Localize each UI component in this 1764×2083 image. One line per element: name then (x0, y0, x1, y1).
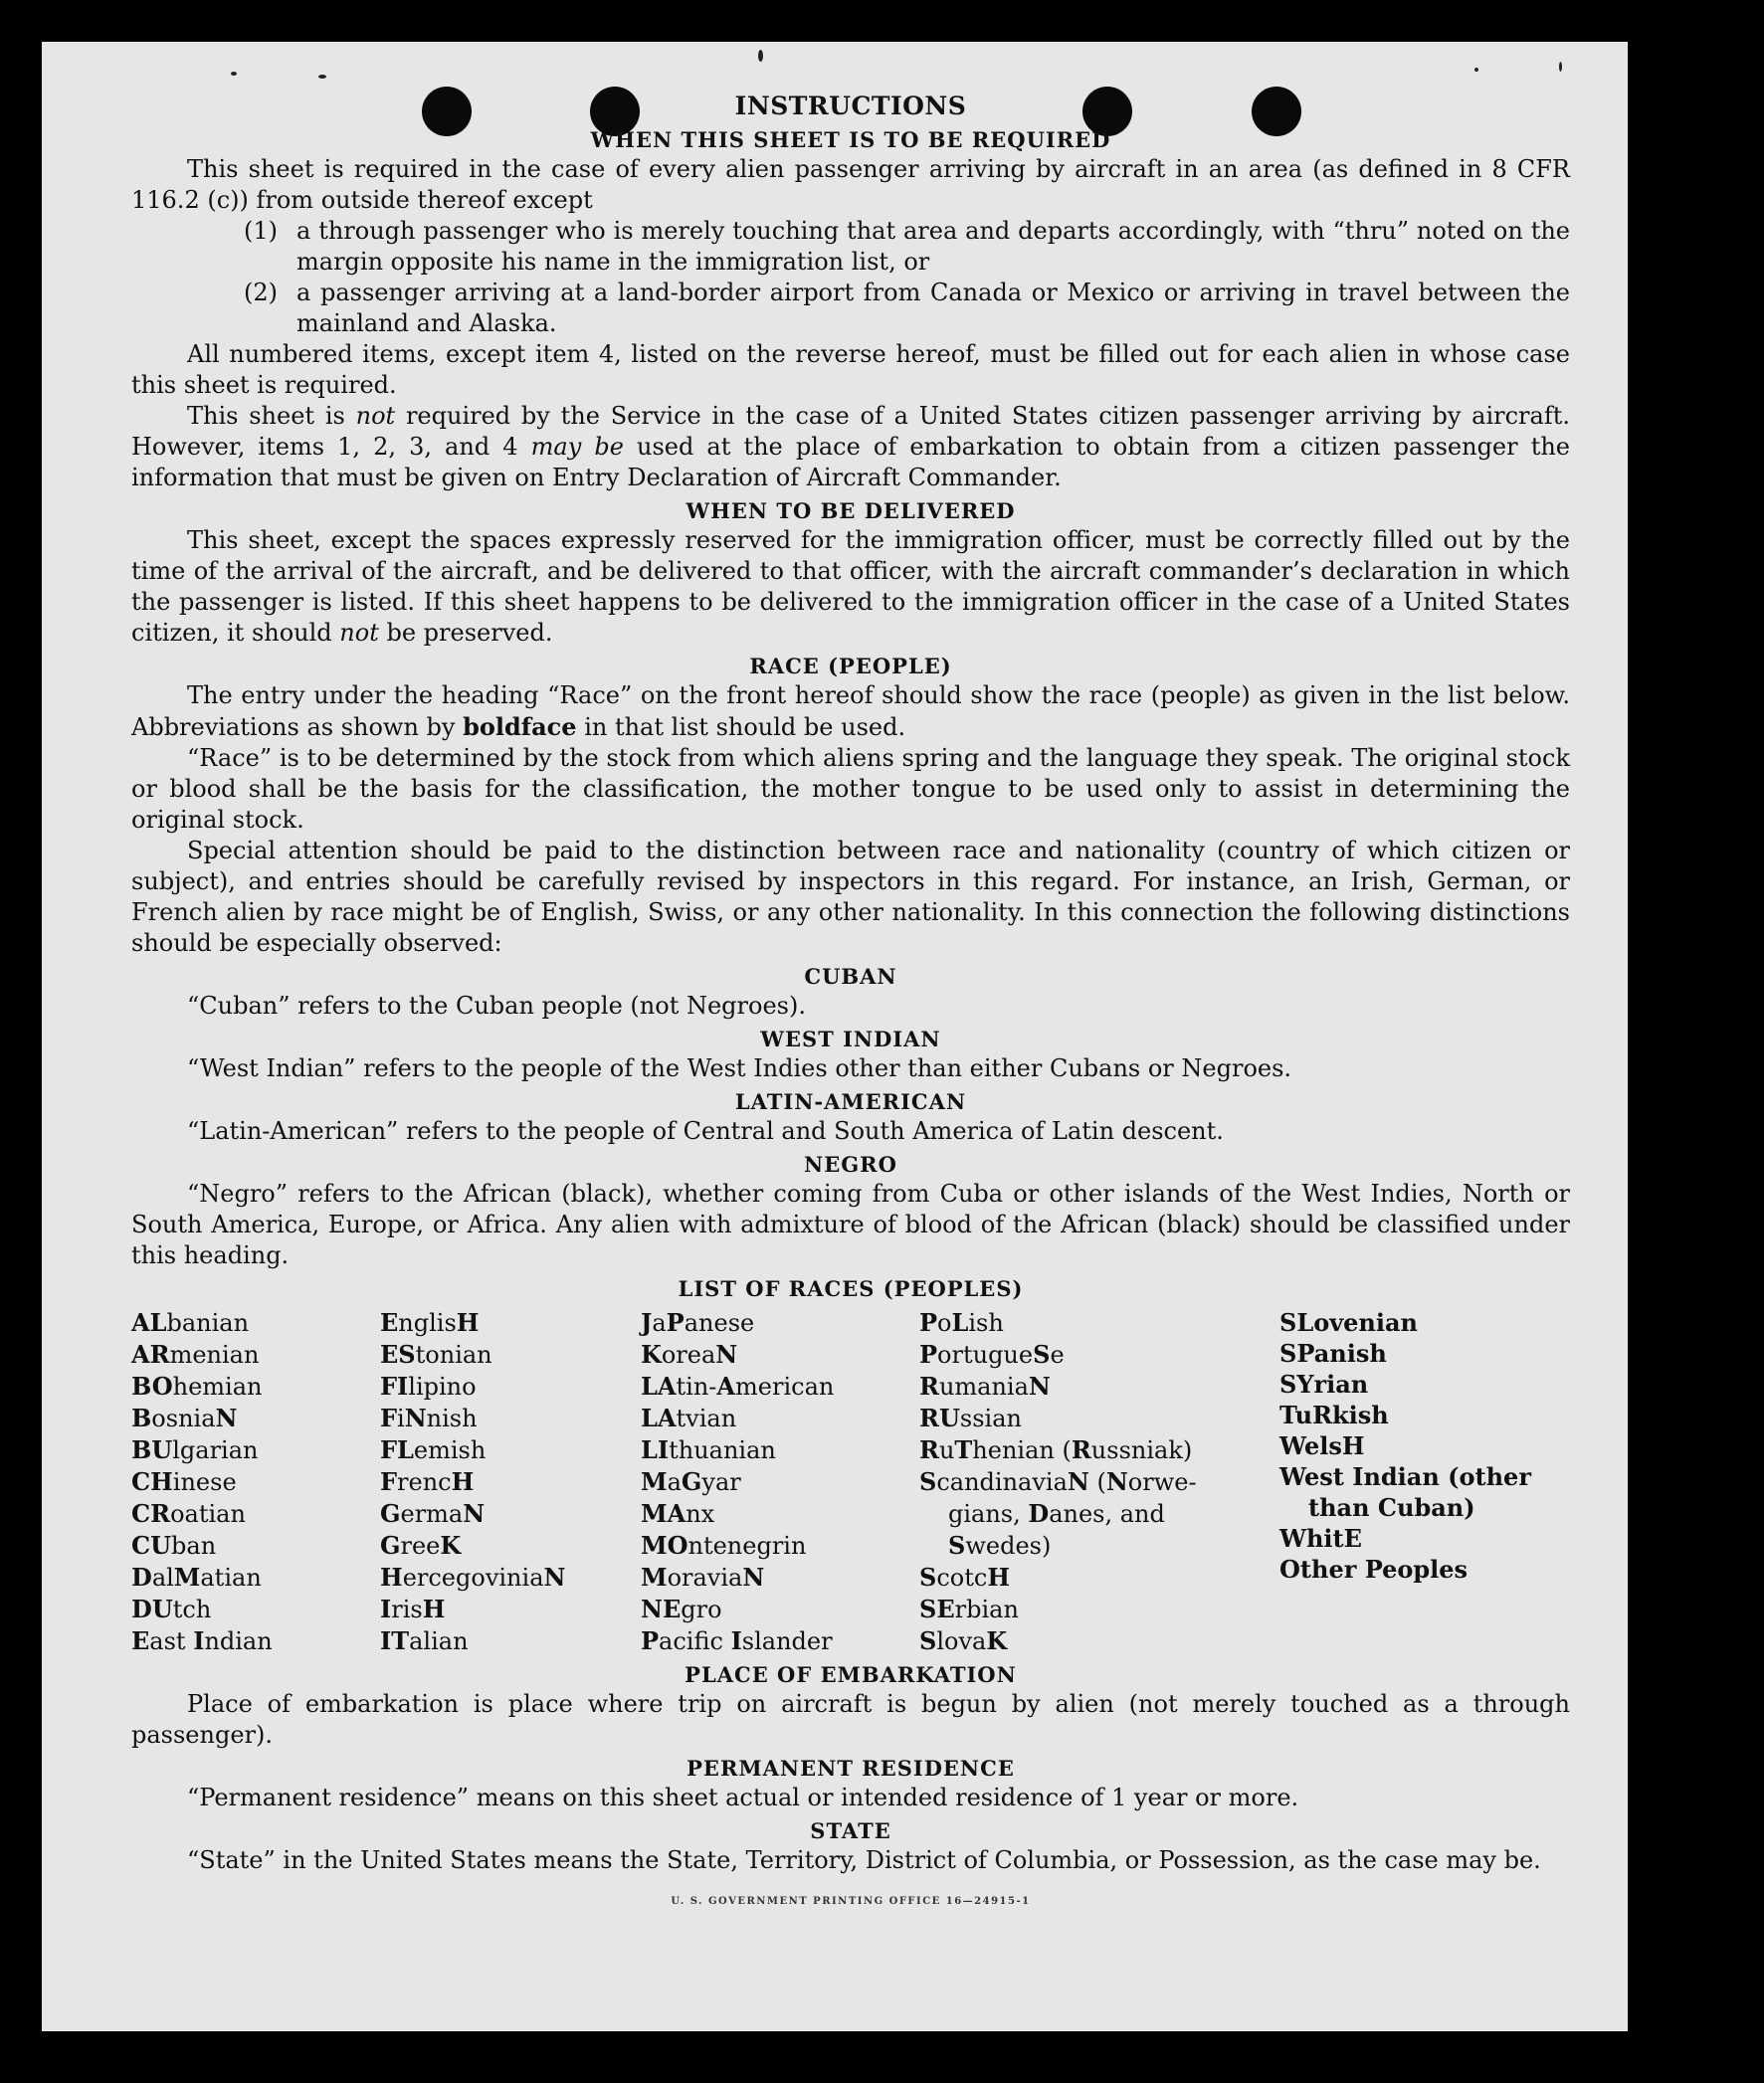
heading-negro: NEGRO (804, 1152, 897, 1177)
race-item: MaGyar (641, 1467, 741, 1496)
race-item: WelsH (1279, 1431, 1365, 1460)
race-item: West Indian (other (1279, 1462, 1531, 1491)
race-column-1 (131, 1307, 380, 1657)
race-item: ALbanian (131, 1308, 250, 1337)
paragraph-citizen: This sheet is not required by the Service in the case of a United States citizen passenger arriving by aircraft. However, items 1, 2, 3, and 4 may be used at the place of embarkation to obtain from a citizen passenger the information that must be given on Entry Declaration of Aircraft Commander. (131, 402, 1570, 491)
race-item-continuation: Swedes) (948, 1531, 1052, 1560)
paragraph-required-intro: This sheet is required in the case of every alien passenger arriving by aircraft in an area (as defined in 8 CFR 116.2 (c)) from outside thereof except (131, 155, 1570, 214)
heading-when-required: WHEN THIS SHEET IS TO BE REQUIRED (590, 127, 1111, 152)
race-item: WhitE (1279, 1524, 1362, 1553)
heading-when-delivered: WHEN TO BE DELIVERED (686, 498, 1016, 523)
ink-speck (318, 75, 326, 79)
race-item: GreeK (380, 1531, 462, 1560)
race-item: NEgro (641, 1595, 722, 1623)
race-item: DUtch (131, 1595, 212, 1623)
race-item: ScandinaviaN (Norwe- (919, 1467, 1197, 1496)
race-item: MOntenegrin (641, 1531, 807, 1560)
race-item: PoLish (919, 1308, 1004, 1337)
numbered-item (131, 278, 1570, 339)
race-column-4 (919, 1307, 1279, 1657)
heading-race: RACE (PEOPLE) (749, 654, 952, 678)
heading-place-of-embarkation: PLACE OF EMBARKATION (685, 1662, 1017, 1687)
ink-speck (231, 72, 237, 76)
race-item: Other Peoples (1279, 1555, 1469, 1584)
race-item: KoreaN (641, 1340, 738, 1369)
ink-speck (1474, 68, 1478, 72)
race-item: TuRkish (1279, 1401, 1389, 1429)
item-text: a passenger arriving at a land-border airport from Canada or Mexico or arriving in travel between the mainland and Alaska. (296, 279, 1570, 337)
paragraph-race-nationality: Special attention should be paid to the distinction between race and nationality (country of which citizen or subject), and entries should be carefully revised by inspectors in this regard. For instance, an Irish, German, or French alien by race might be of English, Swiss, or any other nationality. In this connection the following distinctions should be especially observed: (131, 837, 1570, 957)
heading-state: STATE (810, 1818, 891, 1843)
page-title: INSTRUCTIONS (734, 92, 967, 120)
race-item: FIlipino (380, 1372, 477, 1401)
numbered-item (131, 216, 1570, 278)
heading-list-of-races: LIST OF RACES (PEOPLES) (678, 1276, 1024, 1301)
race-item: CHinese (131, 1467, 237, 1496)
paragraph-numbered-items: All numbered items, except item 4, listed on the reverse hereof, must be filled out for each alien in whose case this sheet is required. (131, 340, 1570, 399)
race-item: SYrian (1279, 1370, 1369, 1399)
race-item: SErbian (919, 1595, 1019, 1623)
race-item: ITalian (380, 1626, 469, 1655)
race-item-continuation: gians, Danes, and (948, 1499, 1165, 1528)
race-item: SPanish (1279, 1339, 1387, 1368)
race-item: RUssian (919, 1404, 1022, 1432)
ink-speck (1559, 62, 1562, 72)
race-item: LIthuanian (641, 1435, 776, 1464)
race-item: SLovenian (1279, 1308, 1418, 1337)
paragraph-latin-american: “Latin-American” refers to the people of Central and South America of Latin descent. (187, 1117, 1224, 1145)
race-item: DalMatian (131, 1563, 262, 1592)
race-item: ARmenian (131, 1340, 260, 1369)
heading-latin-american: LATIN-AMERICAN (734, 1089, 967, 1114)
heading-west-indian: WEST INDIAN (760, 1027, 941, 1051)
paragraph-negro: “Negro” refers to the African (black), whether coming from Cuba or other islands of the West Indies, North or South America, Europe, or Africa. Any alien with admixture of blood of the African (black) should be classified under this heading. (131, 1180, 1570, 1269)
race-item-continuation: than Cuban) (1308, 1493, 1475, 1522)
paragraph-state: “State” in the United States means the State, Territory, District of Columbia, or Possession, as the case may be. (187, 1846, 1541, 1874)
race-column-3 (641, 1307, 919, 1657)
race-item: LAtin-American (641, 1372, 835, 1401)
race-item: MoraviaN (641, 1563, 765, 1592)
race-item: FLemish (380, 1435, 487, 1464)
race-item: FrencH (380, 1467, 475, 1496)
race-item: IrisH (380, 1595, 446, 1623)
ink-speck (758, 50, 763, 62)
paragraph-delivered: This sheet, except the spaces expressly reserved for the immigration officer, must be correctly filled out by the time of the arrival of the aircraft, and be delivered to that officer, with the aircraft commander’s declaration in which the passenger is listed. If this sheet happens to be delivered to the immigration officer in the case of a United States citizen, it should not be preserved. (131, 526, 1570, 647)
race-item: MAnx (641, 1499, 715, 1528)
race-item: PortugueSe (919, 1340, 1065, 1369)
paragraph-embarkation: Place of embarkation is place where trip on aircraft is begun by alien (not merely touched as a through passenger). (131, 1690, 1570, 1749)
race-item: BUlgarian (131, 1435, 259, 1464)
race-list (131, 1307, 1570, 1657)
heading-permanent-residence: PERMANENT RESIDENCE (686, 1756, 1015, 1781)
paragraph-race-stock: “Race” is to be determined by the stock from which aliens spring and the language they speak. The original stock or blood shall be the basis for the classification, the mother tongue to be used only to assist in determining the original stock. (131, 744, 1570, 834)
race-item: EnglisH (380, 1308, 480, 1337)
heading-cuban: CUBAN (804, 964, 897, 989)
race-item: RumaniaN (919, 1372, 1051, 1401)
race-item: LAtvian (641, 1404, 737, 1432)
paragraph-cuban: “Cuban” refers to the Cuban people (not Negroes). (187, 992, 806, 1020)
document-sheet (42, 42, 1628, 2031)
item-text: a through passenger who is merely touching that area and departs accordingly, with “thru” noted on the margin opposite his name in the immigration list, or (296, 217, 1570, 276)
race-column-5 (1279, 1307, 1558, 1657)
paragraph-west-indian: “West Indian” refers to the people of the West Indies other than either Cubans or Negroes. (187, 1054, 1292, 1082)
race-item: BOhemian (131, 1372, 263, 1401)
race-item: East Indian (131, 1626, 273, 1655)
race-item: Pacific Islander (641, 1626, 833, 1655)
printer-imprint: U. S. GOVERNMENT PRINTING OFFICE 16—24915-1 (671, 1896, 1031, 1907)
race-item: ScotcH (919, 1563, 1011, 1592)
item-number: (1) (244, 217, 278, 245)
paragraph-residence: “Permanent residence” means on this sheet actual or intended residence of 1 year or more. (187, 1784, 1299, 1811)
item-number: (2) (244, 279, 278, 306)
race-item: CUban (131, 1531, 217, 1560)
race-item: FiNnish (380, 1404, 478, 1432)
race-item: JaPanese (641, 1308, 755, 1337)
race-item: EStonian (380, 1340, 492, 1369)
race-item: GermaN (380, 1499, 486, 1528)
paragraph-race-entry: The entry under the heading “Race” on the front hereof should show the race (people) as given in the list below. Abbreviations as shown by boldface in that list should be used. (131, 681, 1570, 741)
race-item: RuThenian (Russniak) (919, 1435, 1193, 1464)
instructions-page (131, 88, 1570, 1907)
race-item: CRoatian (131, 1499, 246, 1528)
race-item: HercegoviniaN (380, 1563, 566, 1592)
race-item: SlovaK (919, 1626, 1008, 1655)
race-item: BosniaN (131, 1404, 238, 1432)
race-column-2 (380, 1307, 641, 1657)
